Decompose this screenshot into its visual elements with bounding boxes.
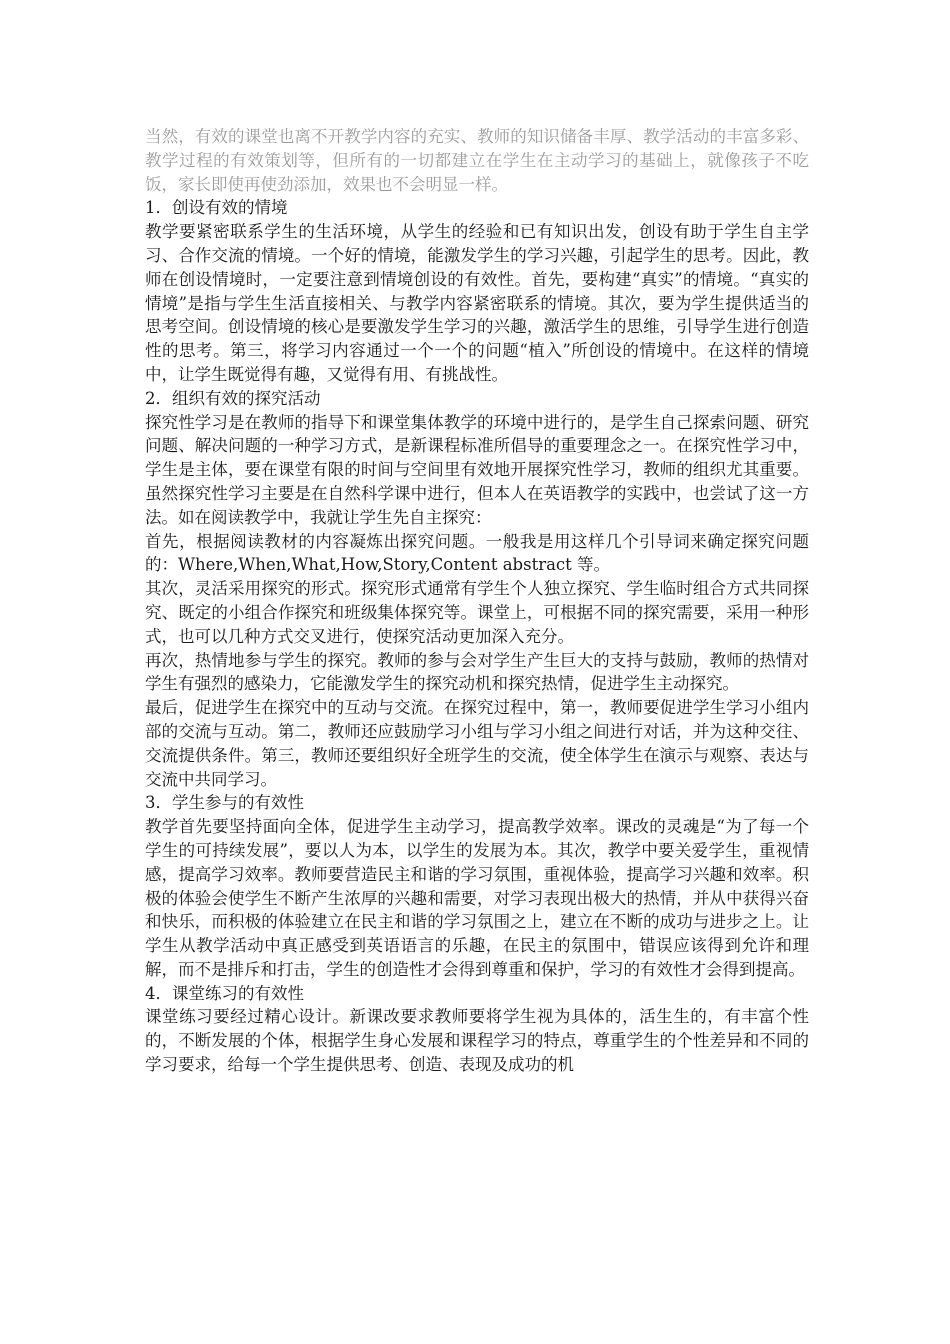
section-heading-2: 2．组织有效的探究活动 [145, 388, 321, 408]
section-3-paragraph: 教学首先要坚持面向全体，促进学生主动学习，提高教学效率。课改的灵魂是“为了每一个学生的可持续发展”，要以人为本，以学生的发展为本。其次，教学中要关爱学生，重视情感，提高学习效率。教师要营造民主和谐的学习氛围，重视体验，提高学习兴趣和效率。积极的体验会使学生不断产生浓厚的兴趣和需要，对学习表现出极大的热情，并从中获得兴奋和快乐，而积极的体验建立在民主和谐的学习氛围之上，建立在不断的成功与进步之上。让学生从教学活动中真正感受到英语语言的乐趣，在民主的氛围中，错误应该得到允许和理解，而不是排斥和打击，学生的创造性才会得到尊重和保护，学习的有效性才会得到提高。 [145, 817, 809, 979]
section-4-paragraph: 课堂练习要经过精心设计。新课改要求教师要将学生视为具体的，活生生的，有丰富个性的，不断发展的个体，根据学生身心发展和课程学习的特点，尊重学生的个性差异和不同的学习要求，给每一个学生提供思考、创造、表现及成功的机 [145, 1007, 809, 1075]
section-2-paragraph-5: 最后，促进学生在探究中的互动与交流。在探究过程中，第一，教师要促进学生学习小组内部的交流与互动。第二，教师还应鼓励学习小组与学习小组之间进行对话，并为这种交往、交流提供条件。第三，教师还要组织好全班学生的交流，使全体学生在演示与观察、表达与交流中共同学习。 [145, 698, 809, 789]
section-heading-4: 4．课堂练习的有效性 [145, 983, 304, 1003]
section-2-paragraph-3: 其次，灵活采用探究的形式。探究形式通常有学生个人独立探究、学生临时组合方式共同探究、既定的小组合作探究和班级集体探究等。课堂上，可根据不同的探究需要，采用一种形式，也可以几种方式交叉进行，使探究活动更加深入充分。 [145, 579, 809, 646]
section-heading-1: 1．创设有效的情境 [145, 198, 288, 218]
section-heading-3: 3．学生参与的有效性 [145, 793, 304, 813]
section-2-paragraph-2: 首先，根据阅读教材的内容凝炼出探究问题。一般我是用这样几个引导词来确定探究问题的：Where,When,What,How,Story,Content abstract 等。 [145, 531, 809, 575]
section-1-paragraph: 教学要紧密联系学生的生活环境，从学生的经验和已有知识出发，创设有助于学生自主学习、合作交流的情境。一个好的情境，能激发学生的学习兴趣，引起学生的思考。因此，教师在创设情境时，一定要注意到情境创设的有效性。首先，要构建“真实”的情境。“真实的情境”是指与学生生活直接相关、与教学内容紧密联系的情境。其次，要为学生提供适当的思考空间。创设情境的核心是要激发学生学习的兴趣，激活学生的思维，引导学生进行创造性的思考。第三，将学习内容通过一个一个的问题“植入”所创设的情境中。在这样的情境中，让学生既觉得有趣，又觉得有用、有挑战性。 [145, 222, 809, 384]
intro-paragraph: 当然，有效的课堂也离不开教学内容的充实、教师的知识储备丰厚、教学活动的丰富多彩、教学过程的有效策划等，但所有的一切都建立在学生在主动学习的基础上，就像孩子不吃饭，家长即使再使劲添加，效果也不会明显一样。 [145, 127, 809, 194]
section-2-paragraph-1: 探究性学习是在教师的指导下和课堂集体教学的环境中进行的，是学生自己探索问题、研究问题、解决问题的一种学习方式，是新课程标准所倡导的重要理念之一。在探究性学习中，学生是主体，要在课堂有限的时间与空间里有效地开展探究性学习，教师的组织尤其重要。虽然探究性学习主要是在自然科学课中进行，但本人在英语教学的实践中，也尝试了这一方法。如在阅读教学中，我就让学生先自主探究： [145, 412, 809, 527]
section-2-paragraph-4: 再次，热情地参与学生的探究。教师的参与会对学生产生巨大的支持与鼓励，教师的热情对学生有强烈的感染力，它能激发学生的探究动机和探究热情，促进学生主动探究。 [145, 650, 809, 694]
document-page [145, 125, 809, 1077]
